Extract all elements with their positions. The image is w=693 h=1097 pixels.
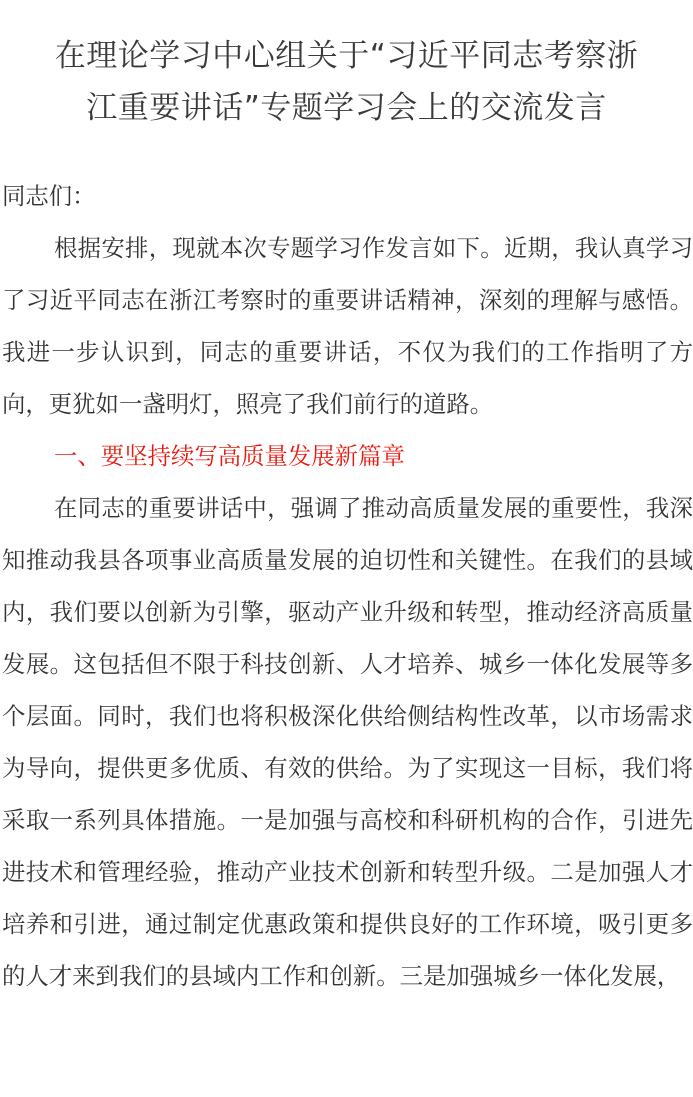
title-line-2: 江重要讲话”专题学习会上的交流发言 [86, 90, 607, 126]
salutation: 同志们： [2, 182, 96, 210]
document-title [0, 0, 693, 134]
document-body [0, 170, 693, 1002]
paragraph-section-1: 在同志的重要讲话中，强调了推动高质量发展的重要性，我深知推动我县各项事业高质量发展的迫切性和关键性。在我们的县域内，我们要以创新为引擎，驱动产业升级和转型，推动经济高质量发展。这包括但不限于科技创新、人才培养、城乡一体化发展等多个层面。同时，我们也将积极深化供给侧结构性改革，以市场需求为导向，提供更多优质、有效的供给。为了实现这一目标，我们将采取一系列具体措施。一是加强与高校和科研机构的合作，引进先进技术和管理经验，推动产业技术创新和转型升级。二是加强人才培养和引进，通过制定优惠政策和提供良好的工作环境，吸引更多的人才来到我们的县域内工作和创新。三是加强城乡一体化发展， [2, 494, 693, 990]
paragraph-intro: 根据安排，现就本次专题学习作发言如下。近期，我认真学习了习近平同志在浙江考察时的重要讲话精神，深刻的理解与感悟。我进一步认识到，同志的重要讲话，不仅为我们的工作指明了方向，更犹如一盏明灯，照亮了我们前行的道路。 [2, 234, 693, 418]
title-line-1: 在理论学习中心组关于“习近平同志考察浙 [54, 38, 639, 74]
section-heading-1: 一、要坚持续写高质量发展新篇章 [54, 442, 405, 470]
